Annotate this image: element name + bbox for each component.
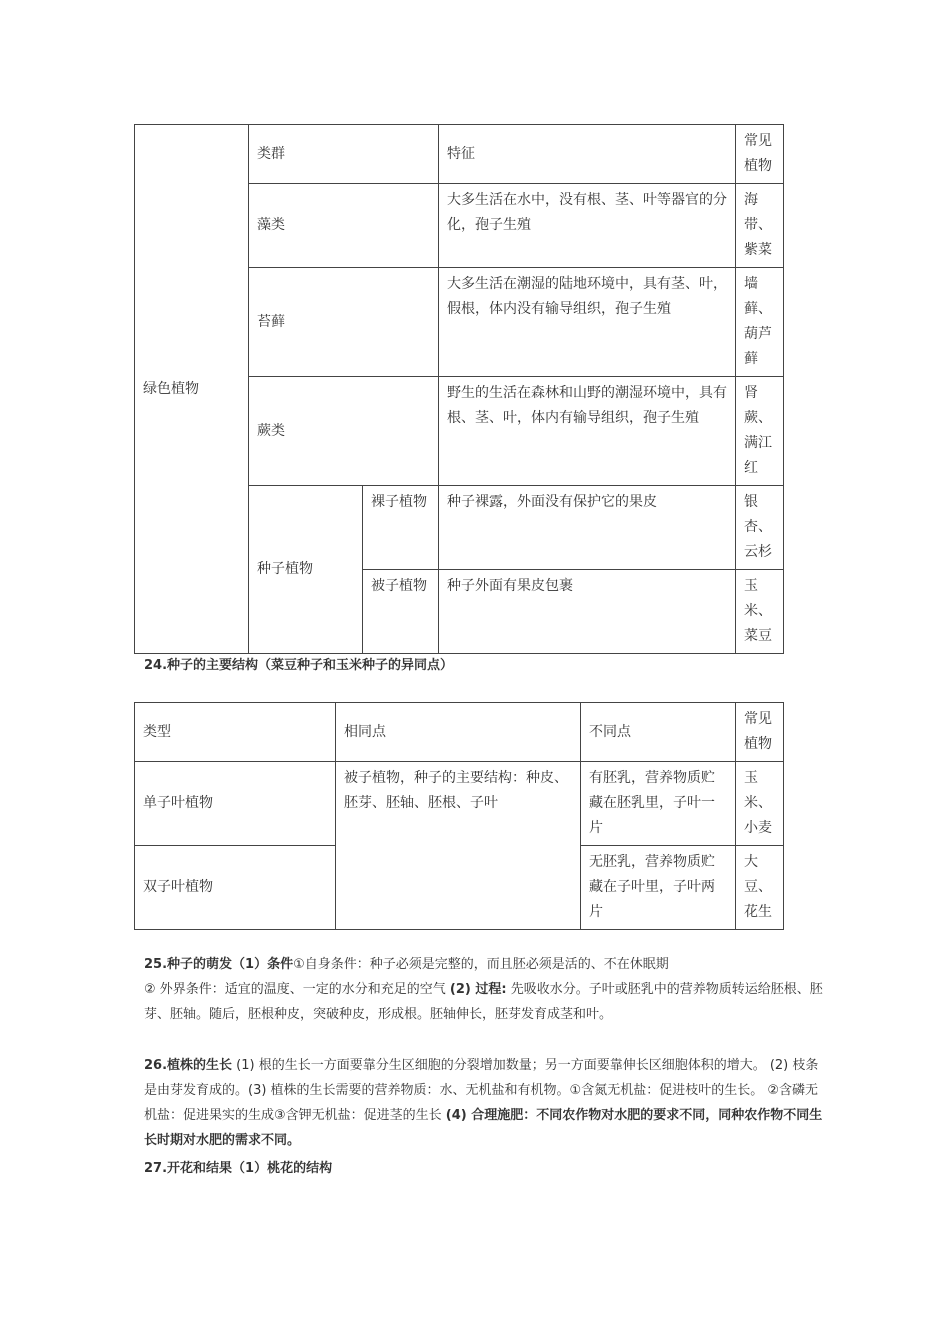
algae-common: 海带、紫菜 [736, 184, 784, 268]
moss-common: 墙藓、葫芦藓 [736, 268, 784, 377]
section-24-heading: 24.种子的主要结构（菜豆种子和玉米种子的异同点） [144, 658, 454, 673]
gymno-name: 裸子植物 [363, 486, 439, 570]
section-26-heading: 26.植株的生长 [144, 1058, 233, 1073]
section-25-text-1: ①自身条件：种子必须是完整的，而且胚必须是活的、不在休眠期 [293, 957, 669, 972]
gymno-common: 银杏、云杉 [736, 486, 784, 570]
section-25-text-3: 先吸收水分。子叶或胚乳中的营养物质转运给胚根、胚芽、胚轴。随后，胚根种皮，突破种皮，形成根。胚轴伸长，胚芽发育成茎和叶。 [144, 982, 823, 1022]
seed-structure-table [134, 702, 784, 930]
algae-name: 藻类 [249, 184, 439, 268]
category-cell: 绿色植物 [135, 125, 249, 654]
t2-header-common: 常见植物 [736, 703, 784, 762]
t2-header-type: 类型 [135, 703, 336, 762]
mono-type: 单子叶植物 [135, 762, 336, 846]
section-25-heading: 25.种子的萌发（1）条件 [144, 957, 294, 972]
section-25-paragraph [144, 952, 824, 1027]
section-26-text: (1) 根的生长一方面要靠分生区细胞的分裂增加数量；另一方面要靠伸长区细胞体积的增大。 (2) 枝条是由芽发育成的。(3) 植株的生长需要的营养物质：水、无机盐和有机物。①含氮无机盐：促进枝叶的生长。 ②含磷无机盐：促进果实的生成③含钾无机盐：促进茎的生长 [144, 1058, 819, 1123]
moss-name: 苔藓 [249, 268, 439, 377]
algae-feature: 大多生活在水中，没有根、茎、叶等器官的分化，孢子生殖 [439, 184, 736, 268]
section-25-text-2: ② 外界条件：适宜的温度、一定的水分和充足的空气 [144, 982, 450, 997]
same-points: 被子植物，种子的主要结构：种皮、胚芽、胚轴、胚根、子叶 [336, 762, 581, 930]
header-common: 常见植物 [736, 125, 784, 184]
section-26-paragraph [144, 1053, 824, 1153]
moss-feature: 大多生活在潮湿的陆地环境中，具有茎、叶，假根，体内没有输导组织，孢子生殖 [439, 268, 736, 377]
t2-header-same: 相同点 [336, 703, 581, 762]
angio-common: 玉米、菜豆 [736, 570, 784, 654]
mono-common: 玉米、小麦 [736, 762, 784, 846]
gymno-feature: 种子裸露，外面没有保护它的果皮 [439, 486, 736, 570]
fern-feature: 野生的生活在森林和山野的潮湿环境中，具有根、茎、叶，体内有输导组织，孢子生殖 [439, 377, 736, 486]
di-common: 大豆、花生 [736, 846, 784, 930]
mono-diff: 有胚乳，营养物质贮藏在胚乳里，子叶一片 [581, 762, 736, 846]
fern-name: 蕨类 [249, 377, 439, 486]
section-27-heading: 27.开花和结果（1）桃花的结构 [144, 1161, 333, 1176]
section-26-fertilizer: (4) 合理施肥：不同农作物对水肥的要求不同，同种农作物不同生长时期对水肥的需求不同。 [144, 1108, 823, 1148]
angio-feature: 种子外面有果皮包裹 [439, 570, 736, 654]
header-group: 类群 [249, 125, 439, 184]
green-plants-table [134, 124, 784, 654]
fern-common: 肾蕨、满江红 [736, 377, 784, 486]
seed-plants-name: 种子植物 [249, 486, 363, 654]
header-feature: 特征 [439, 125, 736, 184]
t2-header-diff: 不同点 [581, 703, 736, 762]
section-25-process-label: (2) 过程: [449, 982, 507, 997]
di-diff: 无胚乳，营养物质贮藏在子叶里，子叶两片 [581, 846, 736, 930]
angio-name: 被子植物 [363, 570, 439, 654]
di-type: 双子叶植物 [135, 846, 336, 930]
